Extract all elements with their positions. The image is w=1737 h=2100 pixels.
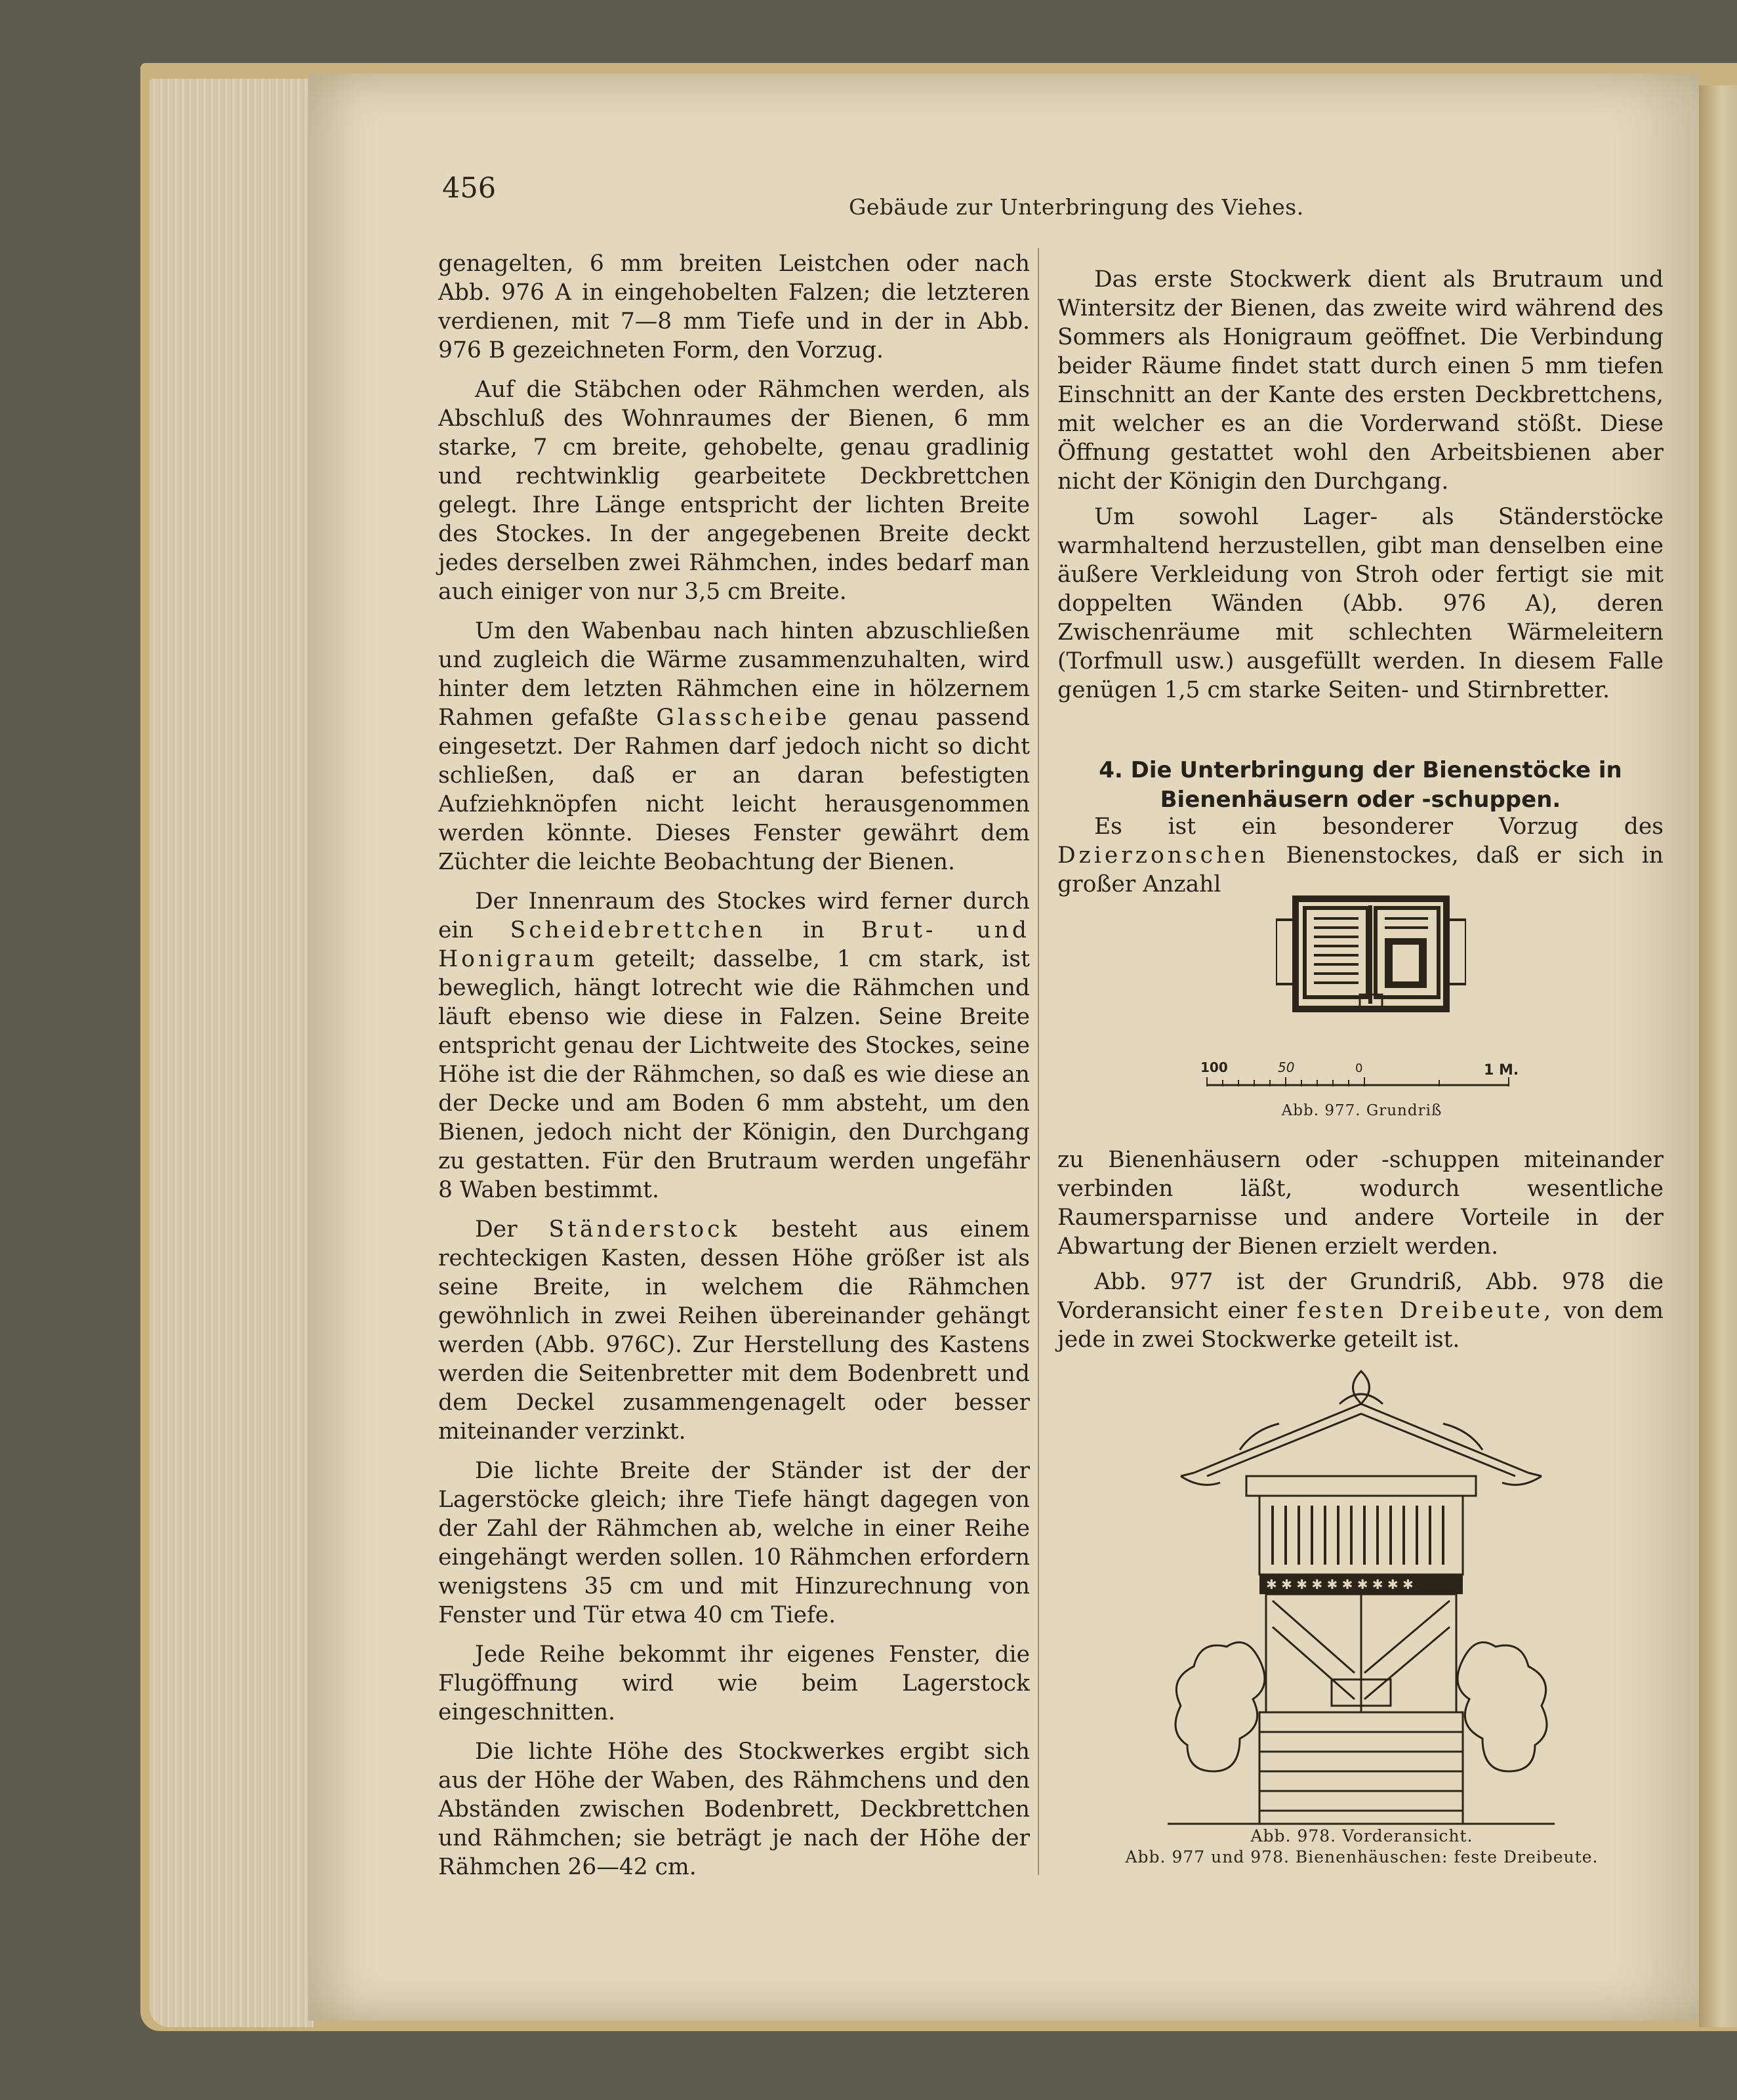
column-divider xyxy=(1038,248,1039,1875)
paragraph xyxy=(1057,812,1664,899)
page-edges xyxy=(150,79,314,2027)
paragraph: genagelten, 6 mm breiten Leistchen oder nach Abb. 976 A in eingehobelten Falzen; die letzteren verdienen, mit 7—8 mm Tiefe und in der in Abb. 976 B gezeichneten Form, den Vorzug. xyxy=(438,251,1030,363)
scale-label: 0 xyxy=(1355,1061,1363,1075)
right-column-lower xyxy=(1057,1145,1664,1354)
text-run: besteht aus einem rechteckigen Kasten, dessen Höhe größer ist als seine Breite, in welchem die Rähmchen gewöhnlich in zwei Reihen übereinander gehängt werden (Abb. 976C). Zur Herstellung des Kastens werden die Seitenbretter mit dem Bodenbrett und dem Deckel zusammengenagelt oder besser miteinander verzinkt. xyxy=(438,1216,1030,1445)
text-run: Abb. 977 ist der Grundriß, Abb. 978 die Vorderansicht einer xyxy=(1057,1269,1664,1324)
paragraph: Jede Reihe bekommt ihr eigenes Fenster, die Flugöffnung wird wie beim Lagerstock eingeschnitten. xyxy=(438,1641,1030,1725)
scale-label: 50 xyxy=(1278,1060,1295,1075)
right-column-intro xyxy=(1057,812,1664,899)
running-title: Gebäude zur Unterbringung des Viehes. xyxy=(849,194,1304,220)
spaced-term: festen Dreibeute, xyxy=(1296,1298,1555,1324)
svg-text:✱ ✱ ✱ ✱ ✱ ✱ ✱ ✱ ✱ ✱: ✱ ✱ ✱ ✱ ✱ ✱ ✱ ✱ ✱ ✱ xyxy=(1266,1576,1414,1592)
text-run: Es ist ein besonderer Vorzug des xyxy=(1094,813,1664,840)
page-number: 456 xyxy=(442,172,497,205)
text-run: Der xyxy=(475,1216,518,1243)
paragraph: Das erste Stockwerk dient als Brutraum und Wintersitz der Bienen, das zweite wird während des Sommers als Honigraum geöffnet. Die Verbindung beider Räume findet statt durch einen 5 mm tiefen Einschnitt an der Kante des ersten Deckbrettchens, mit welcher es an die Vorderwand stößt. Diese Öffnung gestattet wohl den Arbeitsbienen aber nicht der Königin den Durchgang. xyxy=(1057,266,1664,495)
text-run: geteilt; dasselbe, 1 cm stark, ist beweglich, hängt lotrecht wie die Rähmchen und läuft ebenso wie diese in Falzen. Seine Breite entspricht genau der Lichtweite des Stockes, seine Höhe ist die der Rähmchen, so daß es wie diese an der Decke und am Boden 6 mm absteht, um den Bienen, jedoch nicht der Königin, den Durchgang zu gestatten. Für den Brutraum werden ungefähr 8 Waben bestimmt. xyxy=(438,946,1030,1203)
section-heading xyxy=(1057,756,1664,815)
left-column xyxy=(438,249,1030,1882)
paragraph: Die lichte Breite der Ständer ist der der Lagerstöcke gleich; ihre Tiefe hängt dagegen von der Zahl der Rähmchen ab, welche in einer Reihe eingehängt werden sollen. 10 Rähmchen erfordern wenigstens 35 cm und mit Hinzurechnung von Fenster und Tür etwa 40 cm Tiefe. xyxy=(438,1458,1030,1628)
section-heading-line: 4. Die Unterbringung der Bienenstöcke in xyxy=(1099,757,1622,783)
scale-bar xyxy=(1200,1056,1528,1096)
bee-house-illustration xyxy=(1168,1365,1555,1837)
paragraph: Auf die Stäbchen oder Rähmchen werden, als Abschluß des Wohnraumes der Bienen, 6 mm starke, 7 cm breite, gehobelte, genau gradlinig und rechtwinklig gearbeitete Deckbrettchen gelegt. Ihre Länge entspricht der lichten Breite des Stockes. In der angegebenen Breite deckt jedes derselben zwei Rähmchen, indes bedarf man auch einiger von nur 3,5 cm Breite. xyxy=(438,377,1030,605)
spaced-term: Dzierzonschen xyxy=(1057,842,1269,869)
text-run: Um den Wabenbau nach hinten abzuschließen und zugleich die Wärme zusammenzuhalten, wird hinter dem letzten Rähmchen eine in hölzernem Rahmen gefaßte xyxy=(438,618,1030,731)
section-heading-line: Bienenhäusern oder -schuppen. xyxy=(1160,787,1561,813)
text-run: Bienenstockes, daß er sich in großer Anzahl xyxy=(1057,842,1664,897)
text-run: genau passend eingesetzt. Der Rahmen darf jedoch nicht so dicht schließen, daß er an daran befestigten Aufziehknöpfen nicht leicht herausgenommen werden könnte. Dieses Fenster gewährt dem Züchter die leichte Beobachtung der Bienen. xyxy=(438,705,1031,875)
paragraph: zu Bienenhäusern oder -schuppen miteinander verbinden läßt, wodurch wesentliche Raumersparnisse und andere Vorteile in der Abwartung der Bienen erzielt werden. xyxy=(1057,1147,1664,1260)
paragraph: Um sowohl Lager- als Ständerstöcke warmhaltend herzustellen, gibt man denselben eine äußere Verkleidung von Stroh oder fertigt sie mit doppelten Wänden (Abb. 976 A), deren Zwischenräume mit schlechten Wärmeleitern (Torfmull usw.) ausgefüllt werden. In diesem Falle genügen 1,5 cm starke Seiten- und Stirnbretter. xyxy=(1057,504,1664,703)
paragraph xyxy=(438,887,1030,1204)
spaced-term: Brut- und Honigraum xyxy=(438,917,1031,972)
paragraph: Die lichte Höhe des Stockwerkes ergibt sich aus der Höhe der Waben, des Rähmchens und den Abständen zwischen Bodenbrett, Deckbrettchen und Rähmchen; sie beträgt je nach der Höhe der Rähmchen 26—42 cm. xyxy=(438,1739,1030,1880)
figure-caption-combined: Abb. 977 und 978. Bienenhäuschen: feste Dreibeute. xyxy=(1125,1847,1599,1866)
right-column-top xyxy=(1057,265,1664,705)
spaced-term: Scheidebrettchen xyxy=(510,917,766,943)
paragraph xyxy=(438,1215,1030,1446)
text-run: in xyxy=(802,917,825,943)
paragraph xyxy=(438,617,1030,876)
spaced-term: Ständerstock xyxy=(548,1216,741,1243)
spaced-term: Glasscheibe xyxy=(656,705,830,731)
text-run: Der Innenraum des Stockes wird ferner durch ein xyxy=(438,888,1030,943)
figure-caption: Abb. 977. Grundriß xyxy=(1281,1102,1442,1119)
floor-plan-figure xyxy=(1276,892,1466,1017)
facing-page-edge xyxy=(1699,85,1737,2027)
text-run: von dem jede in zwei Stockwerke geteilt ist. xyxy=(1057,1298,1664,1353)
scale-label: 1 M. xyxy=(1484,1062,1519,1079)
scale-label: 100 xyxy=(1200,1060,1228,1075)
paragraph xyxy=(1057,1267,1664,1354)
figure-caption: Abb. 978. Vorderansicht. xyxy=(1250,1826,1473,1845)
